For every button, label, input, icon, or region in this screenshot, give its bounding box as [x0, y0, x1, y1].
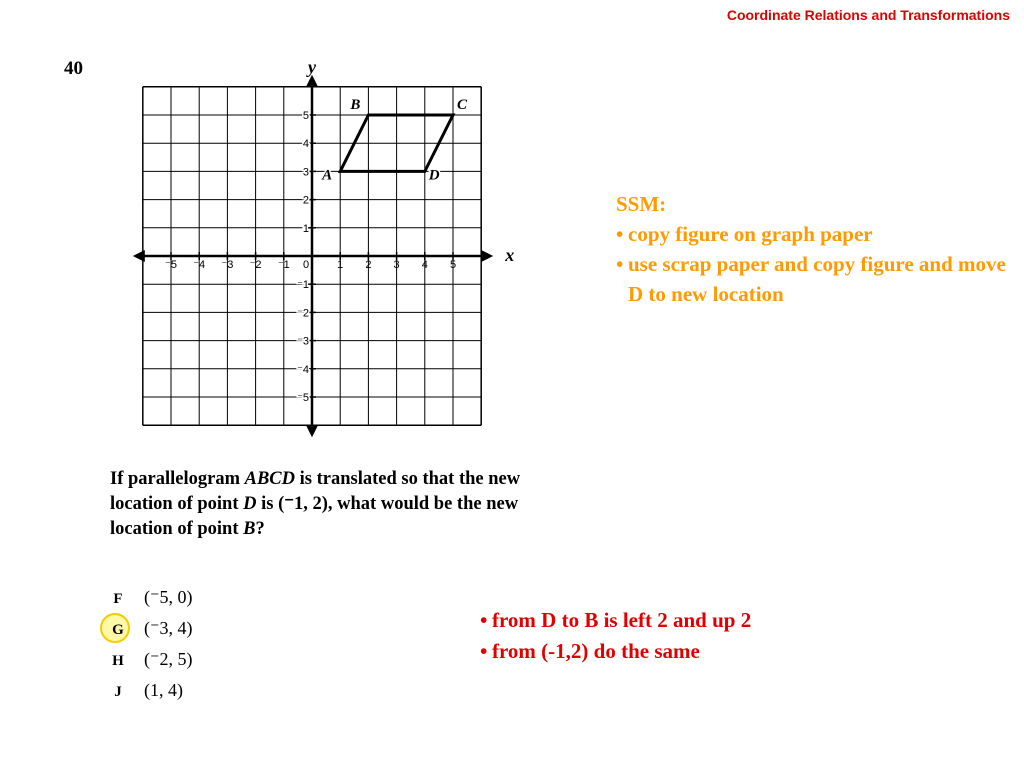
vertex-label-a: A [322, 167, 333, 184]
x-tick-label: 5 [449, 259, 457, 271]
y-tick-label: ⁻3 [297, 335, 309, 348]
ssm-notes [616, 189, 1024, 309]
question-part-2: is translated so that the new location of point [110, 469, 521, 514]
question-part-3: is (⁻1, 2), what would be the new location of point [110, 494, 519, 539]
x-axis-arrow-left [133, 250, 145, 262]
choice-letter: G [112, 622, 124, 638]
y-tick-label: 4 [302, 138, 309, 151]
x-axis-label: x [505, 245, 515, 265]
question-text [110, 467, 560, 542]
hint-bullet: • from (-1,2) do the same [480, 636, 751, 667]
point-d-name: D [243, 494, 257, 514]
choice-value: (⁻2, 5) [144, 649, 193, 669]
x-tick-label: 1 [337, 259, 344, 271]
y-tick-label: 5 [302, 110, 309, 122]
origin-label: 0 [302, 259, 310, 271]
x-tick-label: 2 [365, 259, 372, 271]
ssm-bullet: • copy figure on graph paper [616, 219, 1024, 249]
x-tick-label: ⁻2 [249, 259, 262, 271]
vertex-label-c: C [457, 97, 468, 113]
choice-value: (⁻3, 4) [144, 618, 193, 638]
y-axis-arrow-down [306, 425, 318, 437]
solution-hints [480, 605, 751, 667]
ssm-heading: SSM: [616, 192, 667, 216]
choice-letter: F [113, 591, 123, 607]
question-part-1: If parallelogram [110, 469, 245, 489]
x-tick-label: 4 [421, 259, 428, 271]
choice-letter: J [114, 684, 122, 700]
x-tick-label: ⁻4 [193, 259, 206, 271]
x-axis-arrow-right [481, 250, 493, 262]
y-axis-label: y [308, 56, 316, 77]
y-tick-label: ⁻2 [297, 307, 309, 320]
x-tick-label: ⁻5 [165, 259, 177, 271]
hint-bullet: • from D to B is left 2 and up 2 [480, 605, 751, 636]
x-tick-label: ⁻3 [221, 259, 234, 271]
question-part-4: ? [255, 519, 265, 539]
choice-value: (⁻5, 0) [144, 587, 193, 607]
ssm-bullet: • use scrap paper and copy figure and move D to new location [616, 249, 1024, 309]
y-tick-label: 1 [302, 222, 309, 235]
x-tick-label: 3 [393, 259, 400, 271]
point-b-name: B [243, 519, 256, 539]
y-tick-label: ⁻1 [297, 279, 309, 292]
y-tick-label: ⁻5 [297, 392, 309, 404]
y-tick-label: 3 [302, 166, 309, 179]
y-tick-label: 2 [302, 194, 309, 207]
shape-name: ABCD [244, 469, 296, 489]
page-header-title: Coordinate Relations and Transformations [726, 7, 1010, 23]
question-number: 40 [64, 58, 83, 79]
y-tick-label: ⁻4 [297, 363, 309, 376]
coordinate-graph [130, 55, 515, 440]
vertex-label-d: D [428, 167, 440, 184]
x-tick-label: ⁻1 [277, 259, 290, 271]
choice-letter: H [112, 653, 124, 669]
choice-value: (1, 4) [144, 680, 183, 700]
vertex-label-b: B [350, 97, 361, 113]
